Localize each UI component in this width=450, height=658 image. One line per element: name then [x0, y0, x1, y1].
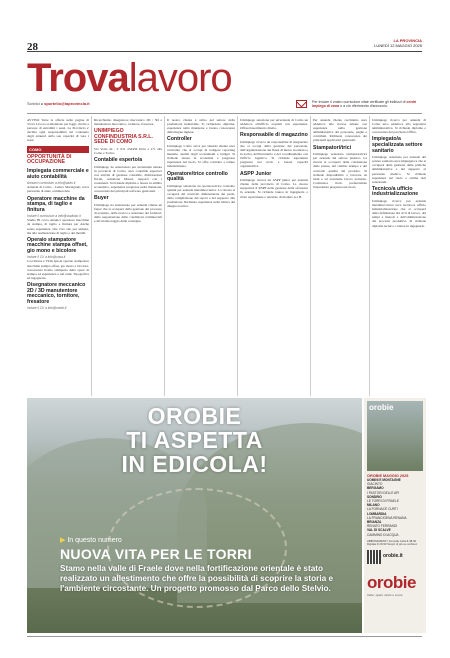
- job-title: Responsabile di magazzino: [240, 132, 308, 139]
- job-text: Unimpiego seleziona per azienda del settore sanitario un/a impiegato/a che si occuperà della gestione delle pratiche amministrative e del supporto al personale medico. Si richiede esperienza nel ruolo e ottime doti relazionali.: [372, 155, 426, 184]
- job-title: ASPP Junior: [240, 170, 272, 177]
- agency-address: Via Volta 44 - T 031 234456 Invia a CV alla Como e Torino: [94, 146, 162, 156]
- arrow-icon: ▶: [60, 537, 66, 544]
- job-text: Unimpiego ricerca per azienda di Como un/a addetto/a alla segreteria amministrativa. Si richiede diploma e conoscenza del pacchetto Office.: [372, 118, 426, 135]
- issue-item-topic: RENATO FERRANDI: [367, 524, 398, 529]
- ad-title-line: OROBIE: [147, 403, 242, 429]
- issue-item-topic: CAMMINO DI ACQUA: [367, 532, 399, 537]
- column-4: [240, 118, 308, 338]
- job-title: Operatore macchine da stampa, di taglio e finitura: [27, 195, 85, 213]
- envelope-icon: [296, 100, 307, 108]
- column-divider: [91, 116, 92, 396]
- issue-item: [367, 503, 423, 511]
- paper-name: LA PROVINCIA: [393, 38, 422, 43]
- cover-label: orobie: [369, 403, 394, 412]
- job-text: Unimpiego seleziona stampatori/trici per azienda del settore plastico. La risorsa si occuperà della conduzione delle presse, del cambio stampo e del controllo qualità del prodotto. Si richiede disponibilità a lavorare su turni e ad eventuale lavoro notturno. Costituisce titolo preferenziale l'esperienza pregressa nel ruolo.: [313, 152, 367, 189]
- job-title: Disegnatore meccanico 2D / 3D manutentore meccanico, tornitore, fresatore: [27, 281, 86, 305]
- job-text: Cocchicera e Virlis Quota operaio stampatore macchine stampa offset, gio mono e bicolore, conoscenza livello stamperia delle opere di stampa ed esperienza e nel ramo Tipografica ed ingegneria.: [27, 259, 89, 280]
- footer-divider: [27, 636, 422, 637]
- section-title: [27, 58, 232, 98]
- ad-title-line: IN EDICOLA!: [121, 451, 268, 477]
- issue-title: OROBIE MAGGIO 2025: [367, 474, 409, 478]
- issue-item-topic: LA FORNACE CURTI: [367, 507, 398, 512]
- issue-item-region: LOMBARDIA: [367, 511, 387, 516]
- job-title: Tecnico/a ufficio industrializzazione: [372, 185, 419, 198]
- ad-kicker-text: In questo numero: [67, 537, 122, 544]
- lead-text: Ricerchiamo disegnatore meccanico 2D / 3D e manutentore meccanico, tornitore, fresatore.: [94, 118, 162, 127]
- section-title-bold: Trova: [27, 56, 129, 100]
- paper-header: [374, 38, 422, 48]
- job-text: Unimpiego Como cerca per azienda cliente un/a controller che si occupi di redigere reporting mensile, analisi degli scostamenti e budget. Si richiede laurea in economia e pregressa esperienza nel ruolo. Si offre contratto a tempo indeterminato.: [167, 143, 235, 169]
- byline-prefix: Scrivici a: [27, 101, 44, 106]
- issue-item-region: MILANO: [367, 503, 380, 508]
- ad-title-line: TI ASPETTA: [126, 427, 263, 453]
- orobie-sidebar: [364, 398, 426, 633]
- column-5: [313, 118, 367, 338]
- issue-item-topic: I PASTORI DELLE API: [367, 490, 400, 495]
- website-link[interactable]: orobie.it: [383, 553, 403, 560]
- job-title: Stampatori/trici: [313, 144, 352, 151]
- column-divider: [310, 116, 311, 396]
- magazine-cover: [367, 401, 423, 471]
- qr-code-icon[interactable]: [367, 550, 381, 564]
- subscription-info: ABBONAMENTI: Annuale carta € 48,00 Digitale € 29,90 Scopri di più su orobie.it: [367, 538, 418, 547]
- ad-kicker: [60, 536, 122, 544]
- cv-note: [312, 100, 424, 109]
- job-text: Unimpiego ricerca per azienda metalmeccanica un/a tecnico/a ufficio industrializzazione che si occuperà della definizione dei cicli di lavoro, dei tempi e metodi e dell'ottimizzazione dei processi produttivi. Si richiede diploma tecnico o laurea in ingegneria.: [372, 199, 426, 228]
- top-divider: [27, 51, 422, 52]
- issue-item: [367, 486, 423, 494]
- job-text: Unimpiego seleziona un operatore/trice controllo qualità per azienda metalmeccanica. La risorsa si occuperà del controllo dimensionale dei pezzi, della compilazione dei report e del supporto alla produzione. Richiesta esperienza nella lettura del disegno tecnico.: [167, 183, 235, 209]
- job-title: Operaio stampatore macchine stampa offset, gio mono e bicolore: [27, 236, 88, 254]
- job-text: Azienda di Como - Centro Mariagrade cerca personale di aiuto commerciale.: [27, 185, 89, 194]
- cv-note-tail: o a ciò riferimento d'annuncio.: [340, 104, 388, 109]
- column-divider: [164, 116, 165, 396]
- issue-item-region: VAL DI SCALVE: [367, 528, 391, 533]
- column-divider: [369, 116, 370, 396]
- job-text: Unimpiego seleziona per un'azienda di Como un addetto/a all'ufficio acquisti con esperienza. Offresi inserimento diretto.: [240, 118, 308, 131]
- job-title: Operatore/trice controllo qualità: [167, 170, 228, 183]
- job-title: Buyer: [94, 195, 109, 202]
- column-1: [27, 118, 89, 393]
- column-divider: [237, 116, 238, 396]
- issue-item-region: UOMINI E MONTAGNE: [367, 478, 401, 482]
- orobie-logo: orobie: [367, 573, 416, 593]
- header-separator: [27, 113, 422, 114]
- agency-heading: UNIMPIEGO CONFINDUSTRIA S.R.L. SEDE DI COMO: [94, 128, 153, 146]
- issue-item-region: BRIANZA: [367, 520, 382, 525]
- issue-item-region: BERGAMO: [367, 486, 384, 491]
- paper-date: LUNEDÌ 12 MAGGIO 2025: [374, 43, 422, 48]
- job-text: Per azienda cliente cerchiamo un/a addetto/a alle risorse umane con esperienza nella gestione amministrativa del personale, paghe e contributi. Richiesta conoscenza dei principali applicativi gestionali.: [313, 118, 367, 143]
- job-contact: Inviare il CV a info@casa.it: [27, 255, 66, 260]
- job-contact: Inviare il curriculum a info@studiobc.it: [27, 214, 81, 219]
- issue-item: [367, 528, 423, 536]
- issue-item: [367, 520, 423, 528]
- page-number: 28: [27, 41, 38, 53]
- cv-note-text: Per inviare il vostro curriculum vitae verificate gli indirizzi di: [312, 100, 406, 104]
- section-title-light: lavoro: [128, 56, 232, 100]
- byline: [27, 101, 90, 106]
- job-title: Controller: [167, 136, 192, 143]
- ad-body: Stamo nella valle di Fraele dove nella fortificazione orientale è stato realizzato un allestimento che offre la possibilità di scoprire la storia e l'ambiente circostante. Un progetto promosso dal Parco dello Stelvio.: [60, 564, 333, 593]
- category-label: COMO: [27, 146, 89, 153]
- job-title: Impiegato/a specializzata settore sanitario: [372, 136, 423, 154]
- job-text: Unimpiego ricerca un ASPP junior per azienda cliente della provincia di Como. La risorsa supporterà il RSPP nella gestione della sicurezza in azienda. Si richiede laurea in ingegneria o titolo equivalente e attestato di modulo A e B.: [240, 178, 308, 199]
- job-text: Studio Bi cerca annunci operatore macchine da stampa, di taglio e finitura per Anche senza esperienza. Ore vivo sito per sempre, ma alla realizzazione di taglio e dei metalli.: [27, 218, 89, 235]
- issue-item-topic: LA FRANCIGENA RENANA: [367, 515, 407, 520]
- column-6: [372, 118, 426, 393]
- column-2: [94, 118, 162, 338]
- job-text: Unimpiego ricerca un responsabile di magazzino che si occupi della gestione del personale, dell'organizzazione dei flussi di merce in entrata e in uscita, dell'inventario e del coordinamento con l'ufficio logistico. Si richiede esperienza pregressa nel ruolo e buone capacità organizzative.: [240, 139, 308, 169]
- brand-tagline: Vette, spazi, storie e cuore: [367, 593, 403, 598]
- byline-email-link[interactable]: sportello@laprovincia.it: [44, 101, 90, 106]
- issue-item-region: SONDRIO: [367, 494, 382, 499]
- job-title: Contabile esperto/a: [94, 157, 143, 164]
- ad-headline: NUOVA VITA PER LE TORRI: [60, 546, 252, 562]
- orobie-advertisement[interactable]: [27, 398, 362, 633]
- issue-item: [367, 478, 423, 486]
- job-contact: Annunci curriculum a info@aiuto.it: [27, 181, 76, 186]
- cv-note-bold: centri impiego di zona: [312, 100, 417, 109]
- job-contact: Inviare il CV a info@metal.it: [27, 306, 67, 311]
- job-title: Impiegata commerciale e aiuto contabilità: [27, 168, 89, 180]
- issue-item: [367, 512, 423, 520]
- ad-title: [27, 404, 362, 476]
- job-text: Unimpiego ha selezionato per un'azienda situata in provincia di Como, un/a contabile esperto/a con attività di gestione contabile, dichiarazioni fiscali, redazione bilanci, rapporti con i consulenti. Si richiede diploma o laurea in ambito economico, esperienza pregressa nella mansione, conoscenza dei principali software gestionali.: [94, 164, 162, 194]
- column-3: [167, 118, 235, 338]
- issue-item: [367, 495, 423, 503]
- opportunity-heading: OPPORTUNITÀ DI OCCUPAZIONE: [27, 153, 72, 166]
- issue-item-topic: GIACINTO: [367, 482, 383, 487]
- notice-text: AVVISO Tutte le offerte nelle pagine di Trova Lavoro si intendono per leggi, rivolte a persone di entrambi i sessi. La Provincia e' declina ogni responsabilità sul contenuto degli annunci sulla sua capacità di vere i sessi.: [27, 118, 89, 143]
- job-text: Il nostro cliente è attivo nel settore della produzione industriale. Si richiedono diploma, esperienza nella mansione e buona conoscenza della lingua inglese.: [167, 118, 235, 135]
- issue-item-topic: LE TORRI DI FRAELE: [367, 499, 399, 504]
- job-text: Unimpiego ha selezionato per azienda cliente un buyer che si occuperà della gestione del processo di acquisto, della ricerca e selezione dei fornitori, della negoziazione delle condizioni commerciali e del monitoraggio delle consegne.: [94, 203, 162, 224]
